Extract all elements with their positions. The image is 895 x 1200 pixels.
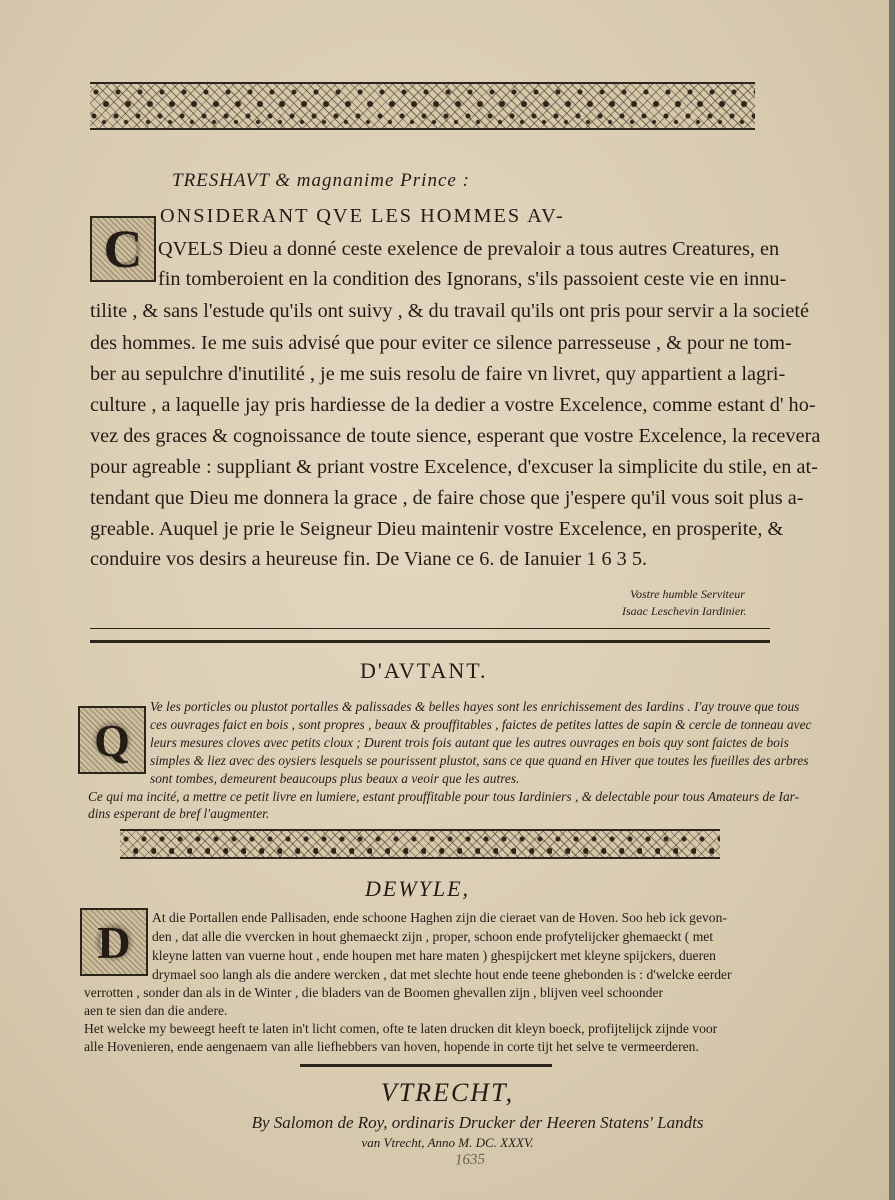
dedication-line: conduire vos desirs a heureuse fin. De Viane ce 6. de Ianuier 1 6 3 5.: [90, 548, 648, 570]
dautant-line: dins esperant de bref l'augmenter.: [88, 806, 270, 821]
section-title-dautant: D'AVTANT.: [360, 658, 488, 683]
dautant-line: sont tombes, demeurent beaucoups plus beaux a veoir que les autres.: [150, 771, 520, 786]
dedication-line: ber au sepulchre d'inutilité , je me suis resolu de faire vn livret, quy appartient a lagri-: [90, 363, 786, 385]
dedication-line: fin tomberoient en la condition des Ignorans, s'ils passoient ceste vie en innu-: [158, 268, 787, 290]
handwritten-year: 1635: [454, 1151, 486, 1169]
signature-name: Isaac Leschevin Iardinier.: [622, 604, 747, 618]
dewyle-line: At die Portallen ende Pallisaden, ende schoone Haghen zijn die cieraet van de Hoven. Soo heb ick gevon-: [152, 910, 727, 925]
salutation: TRESHAVT & magnanime Prince :: [172, 170, 470, 191]
dewyle-line: Het welcke my beweegt heeft te laten in't licht comen, ofte te laten drucken dit kleyn boeck, profijtelijck zijnde voor: [84, 1021, 718, 1036]
dewyle-line: aen te sien dan die andere.: [84, 1003, 228, 1018]
dautant-line: ces ouvrages faict en bois , sont propres , beaux & prouffitables , faictes de petites lattes de sapin & cercle de tonneau avec: [150, 717, 812, 732]
dedication-line: QVELS Dieu a donné ceste exelence de prevaloir a tous autres Creatures, en: [158, 238, 780, 260]
dewyle-line: den , dat alle die vvercken in hout ghemaeckt zijn , proper, schoon ende profytelijcker ghemaeckt ( met: [152, 929, 714, 944]
dewyle-line: verrotten , sonder dan als in de Winter , die bladers van de Boomen ghevallen zijn , blijven veel schoonder: [84, 985, 664, 1000]
page-edge: [889, 0, 895, 1200]
dropcap-c: C: [90, 216, 156, 282]
section-title-dewyle: DEWYLE,: [365, 876, 471, 901]
dewyle-line: alle Hovenieren, ende aengenaem van alle liefhebbers van hoven, hopende in corte tijt het selve te vermeerderen.: [84, 1039, 699, 1054]
divider-rule-thin: [90, 628, 770, 629]
divider-rule: [90, 640, 770, 643]
dropcap-d: D: [80, 908, 148, 976]
dautant-line: Ce qui ma incité, a mettre ce petit livre en lumiere, estant prouffitable pour tous Iardiniers , & delectable pour tous Amateurs de Iar-: [88, 789, 800, 804]
dautant-line: leurs mesures cloves avec petits cloux ; Durent trois fois autant que les autres ouvrages en bois quy sont faictes de bois: [150, 735, 789, 750]
ornament-band-top: [90, 82, 755, 130]
dautant-line: Ve les porticles ou plustot portalles & palissades & belles hayes sont les enrichissement des Iardins . I'ay trouve que tous: [150, 699, 800, 714]
dedication-line: greable. Auquel je prie le Seigneur Dieu maintenir vostre Excelence, en prosperite, &: [90, 518, 784, 540]
dedication-line: tilite , & sans l'estude qu'ils ont suivy , & du travail qu'ils ont pris pour servir a la societé: [90, 300, 810, 322]
dewyle-line: drymael soo langh als die andere wercken , dat met slechte hout ende teene ghebonden is : d'welcke eerder: [152, 967, 732, 982]
dedication-line: tendant que Dieu me donnera la grace , de faire chose que j'espere qu'il vous soit plus a-: [90, 487, 804, 509]
imprint-rule: [300, 1064, 552, 1067]
dedication-line: des hommes. Ie me suis advisé que pour eviter ce silence parresseuse , & pour ne tom-: [90, 332, 792, 354]
signature-title: Vostre humble Serviteur: [630, 587, 745, 601]
dedication-line: culture , a laquelle jay pris hardiesse de la dedier a vostre Excelence, comme estant d' ho-: [90, 394, 816, 416]
ornament-band-middle: [120, 829, 720, 859]
dedication-line: pour agreable : suppliant & priant vostre Excelence, d'excuser la simplicite du stile, en at-: [90, 456, 818, 478]
imprint-place-year: van Vtrecht, Anno M. DC. XXXV.: [361, 1135, 534, 1150]
dropcap-q: Q: [78, 706, 146, 774]
dewyle-line: kleyne latten van vuerne hout , ende houpen met hare maten ) ghespijckert met kleyne spijckers, dueren: [152, 948, 716, 963]
imprint-city: VTRECHT,: [380, 1078, 515, 1107]
imprint-printer: By Salomon de Roy, ordinaris Drucker der Heeren Statens' Landts: [251, 1113, 704, 1132]
dedication-line: vez des graces & cognoissance de toute sience, esperant que vostre Excelence, la recevera: [90, 425, 821, 447]
dautant-line: simples & liez avec des oysiers lesquels se pourissent plustot, sans ce que quand en Hiver que toutes les fueilles des arbres: [150, 753, 809, 768]
dedication-line: ONSIDERANT QVE LES HOMMES AV-: [160, 205, 565, 227]
